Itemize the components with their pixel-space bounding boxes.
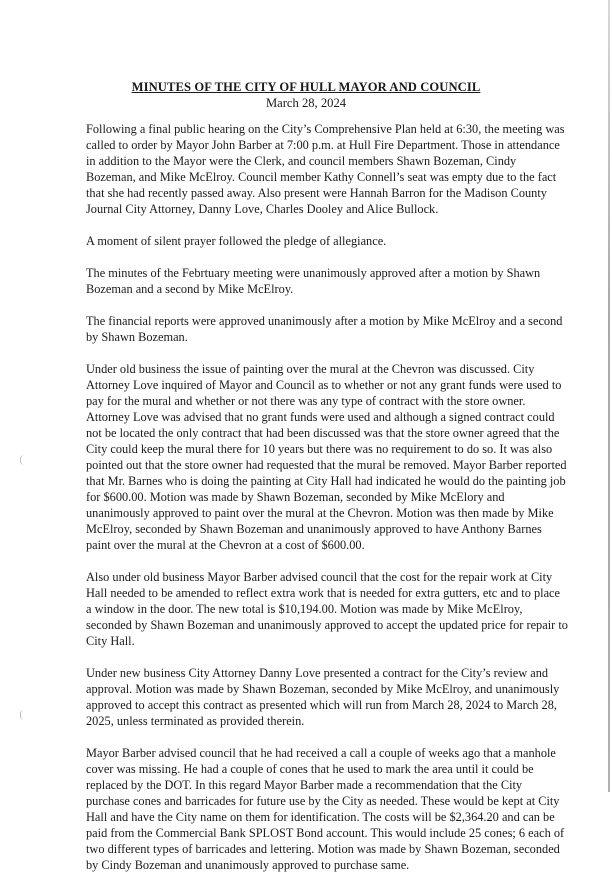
paragraph-minutes-approval: The minutes of the Febrtuary meeting were unanimously approved after a motion by Shawn Bozeman and a second by Mike McElroy. [86, 266, 541, 296]
margin-mark [20, 710, 25, 720]
paragraph-cones-barricades: Mayor Barber advised council that he had received a call a couple of weeks ago that a manhole cover was missing. He had a couple of cones that he used to mark the area until it could be replaced by the DOT. In this regard Mayor Barber made a recommendation that the City purchase cones and barricades for future use by the City as needed. These would be kept at City Hall and have the City name on them for identification. The costs will be $2,364.20 and can be paid from the Commercial Bank SPLOST Bond account. This would include 25 cones; 6 each of two different types of barricades and lettering. Motion was made by Shawn Bozeman, seconded by Cindy Bozeman and unanimously approved to purchase same. [86, 746, 565, 872]
margin-mark [20, 455, 25, 465]
document-title: MINUTES OF THE CITY OF HULL MAYOR AND COUNCIL [131, 80, 481, 94]
paragraph-old-business-mural: Under old business the issue of painting over the mural at the Chevron was discussed. City Attorney Love inquired of Mayor and Council as to whether or not any grant funds were used to pay for the mural and whether or not there was any type of contract with the store owner. Attorney Love was advised that no grant funds were used and although a signed contract could not be located the only contract that had been discussed was that the store owner agreed that the City could keep the mural there for 10 years but there was no requirement to do so. It was also pointed out that the store owner had requested that the mural be removed. Mayor Barber reported that Mr. Barnes who is doing the painting at City Hall had indicated he would do the painting job for $600.00. Motion was made by Shawn Bozeman, seconded by Mike McElory and unanimously approved to paint over the mural at the Chevron. Motion was then made by Mike McElroy, seconded by Shawn Bozeman and unanimously approved to have Anthony Barnes paint over the mural at the Chevron at a cost of $600.00. [86, 362, 567, 552]
document-body [86, 121, 568, 889]
document-date: March 28, 2024 [265, 96, 347, 110]
paragraph-new-business-contract: Under new business City Attorney Danny Love presented a contract for the City’s review and approval. Motion was made by Shawn Bozeman, seconded by Mike McElroy, and unanimously approved to accept this contract as presented which will run from March 28, 2024 to March 28, 2025, unless terminated as provided therein. [86, 666, 560, 728]
paragraph-call-to-order: Following a final public hearing on the City’s Comprehensive Plan held at 6:30, the meeting was called to order by Mayor John Barber at 7:00 p.m. at Hull Fire Department. Those in attendance in addition to the Mayor were the Clerk, and council members Shawn Bozeman, Cindy Bozeman, and Mike McElroy. Council member Kathy Connell’s seat was empty due to the fact that she had recently passed away. Also present were Hannah Barron for the Madison County Journal City Attorney, Danny Love, Charles Dooley and Alice Bullock. [86, 122, 565, 216]
paragraph-prayer: A moment of silent prayer followed the pledge of allegiance. [86, 234, 387, 248]
paragraph-old-business-city-hall: Also under old business Mayor Barber advised council that the cost for the repair work at City Hall needed to be amended to reflect extra work that is needed for extra gutters, etc and to place a window in the door. The new total is $10,194.00. Motion was made by Mike McElroy, seconded by Shawn Bozeman and unanimously approved to accept the updated price for repair to City Hall. [86, 570, 568, 648]
paragraph-financial-reports: The financial reports were approved unanimously after a motion by Mike McElroy and a second by Shawn Bozeman. [86, 314, 563, 344]
scan-edge-line [608, 0, 610, 792]
